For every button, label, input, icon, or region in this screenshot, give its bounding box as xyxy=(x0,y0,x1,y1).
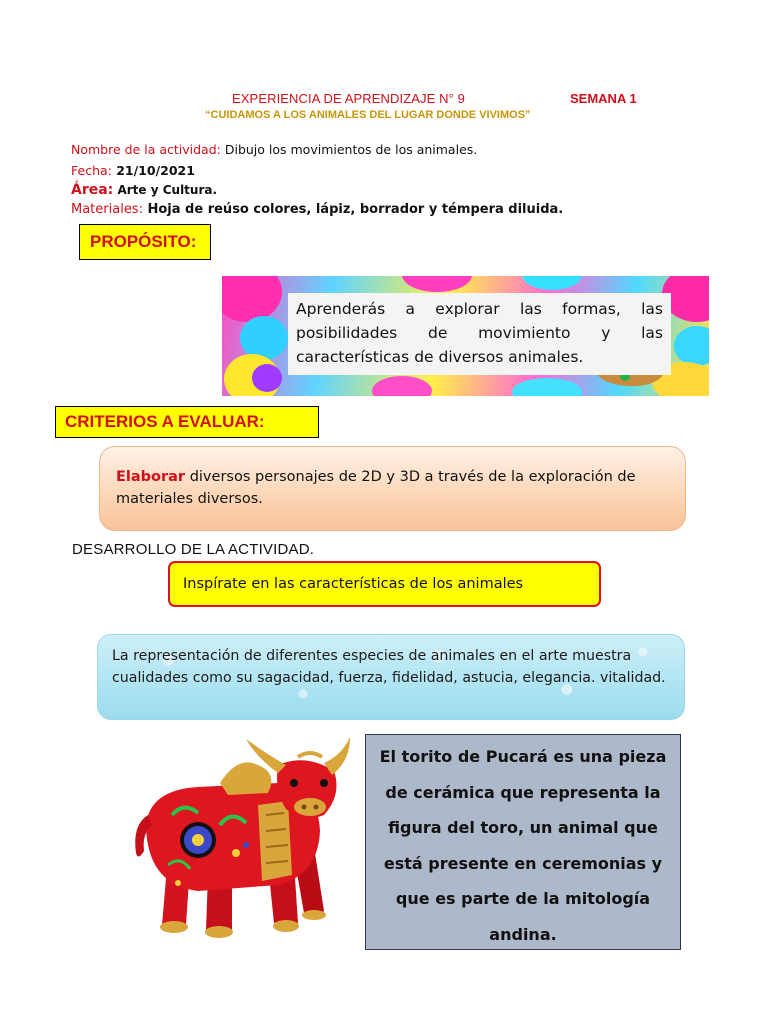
inspire-box xyxy=(168,561,601,607)
paint-splat xyxy=(512,378,582,396)
materials-label: Materiales: xyxy=(71,202,143,217)
development-heading: DESARROLLO DE LA ACTIVIDAD. xyxy=(72,541,315,558)
paint-splat xyxy=(372,376,432,396)
purpose-banner xyxy=(222,276,709,396)
paint-splat xyxy=(252,364,282,392)
activity-name-value: Dibujo los movimientos de los animales. xyxy=(220,142,478,157)
paint-splat xyxy=(522,276,582,290)
document-subtitle: “CUIDAMOS A LOS ANIMALES DEL LUGAR DONDE VIVIMOS” xyxy=(205,109,531,121)
area-label: Área: xyxy=(71,182,114,198)
paint-splat xyxy=(222,276,282,322)
purpose-text: Aprenderás a explorar las formas, las posibilidades de movimiento y las características de diversos animales. xyxy=(296,300,663,366)
criteria-heading: CRITERIOS A EVALUAR: xyxy=(55,406,319,438)
area-row xyxy=(71,182,217,198)
criteria-box xyxy=(99,446,686,531)
representation-box xyxy=(97,634,685,720)
week-label: SEMANA 1 xyxy=(570,91,637,106)
area-value: Arte y Cultura. xyxy=(113,183,218,197)
document-title: EXPERIENCIA DE APRENDIZAJE N° 9 xyxy=(232,91,465,106)
purpose-text-panel xyxy=(288,293,671,375)
criteria-verb: Elaborar xyxy=(116,469,186,485)
pucara-description: El torito de Pucará es una pieza de cerámica que representa la figura del toro, un animal que está presente en ceremonias y que es parte de la mitología andina. xyxy=(379,747,667,944)
date-row xyxy=(71,163,195,178)
pucara-description-box xyxy=(365,734,681,950)
activity-name-label: Nombre de la actividad: xyxy=(71,142,221,157)
pucara-bull-figurine-icon xyxy=(128,735,353,940)
criteria-text: diversos personajes de 2D y 3D a través de la exploración de materiales diversos. xyxy=(116,469,636,507)
paint-splat xyxy=(402,276,472,292)
representation-text: La representación de diferentes especies de animales en el arte muestra cualidades como su sagacidad, fuerza, fidelidad, astucia, elegancia. vitalidad. xyxy=(112,648,666,686)
date-label: Fecha: xyxy=(71,163,112,178)
materials-row xyxy=(71,202,563,217)
inspire-text: Inspírate en las características de los animales xyxy=(183,576,524,592)
materials-value: Hoja de reúso colores, lápiz, borrador y témpera diluida. xyxy=(142,202,564,217)
purpose-heading: PROPÓSITO: xyxy=(79,224,211,260)
activity-name-row xyxy=(71,142,477,157)
paint-splat xyxy=(674,326,709,366)
date-value: 21/10/2021 xyxy=(111,163,195,178)
